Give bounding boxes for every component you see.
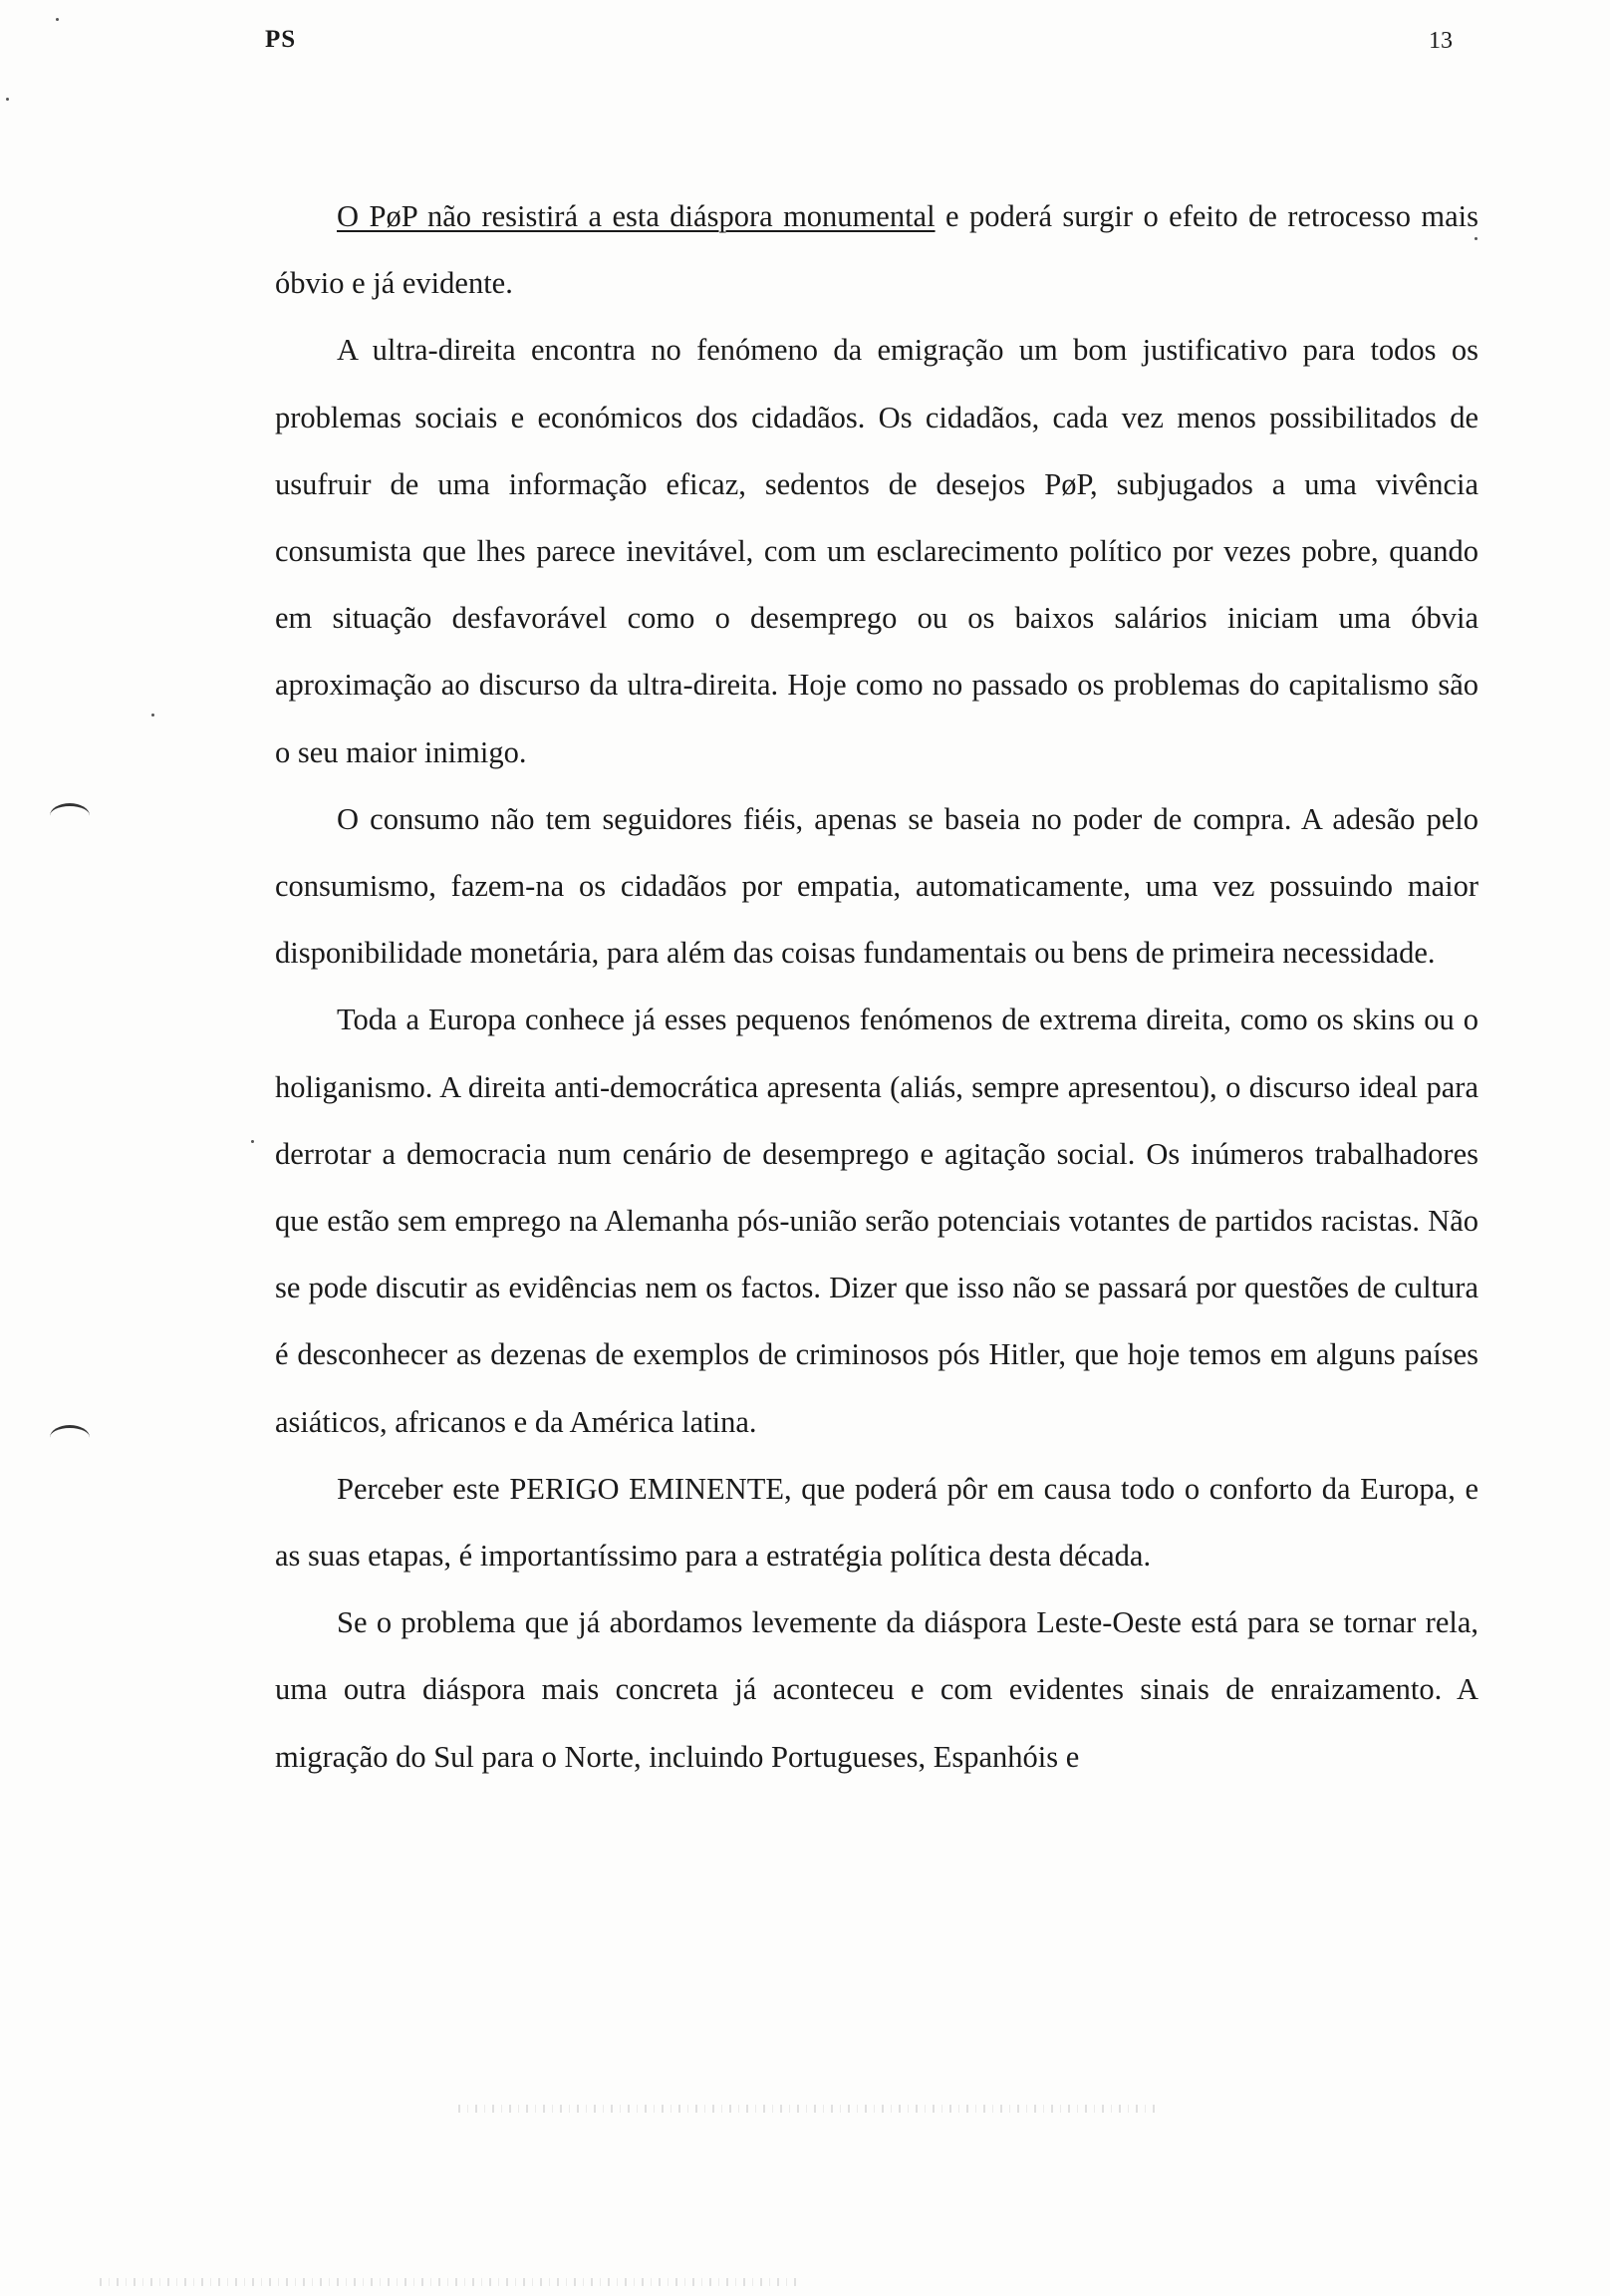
scan-noise-band: [100, 2278, 797, 2286]
scan-noise-band: [458, 2105, 1156, 2113]
header-initials: PS: [265, 26, 297, 53]
paragraph-4: Toda a Europa conhece já esses pequenos fenómenos de extrema direita, como os skins ou o holiganismo. A direita anti-democrática apresenta (aliás, sempre apresentou), o discurso ideal para derrotar a democracia num cenário de desemprego e agitação social. Os inúmeros trabalhadores que estão sem emprego na Alemanha pós-união serão potenciais votantes de partidos racistas. Não se pode discutir as evidências nem os factos. Dizer que isso não se passará por questões de cultura é desconhecer as dezenas de exemplos de criminosos pós Hitler, que hoje temos em alguns países asiáticos, africanos e da América latina.: [275, 1003, 1478, 1439]
scan-speck: [56, 18, 59, 21]
paragraph-6: Se o problema que já abordamos levemente da diáspora Leste-Oeste está para se tornar rela, uma outra diáspora mais concreta já aconteceu e com evidentes sinais de enraizamento. A migração do Sul para o Norte, incluindo Portugueses, Espanhóis e: [275, 1605, 1478, 1774]
paragraph-2: A ultra-direita encontra no fenómeno da emigração um bom justificativo para todos os problemas sociais e económicos dos cidadãos. Os cidadãos, cada vez menos possibilitados de usufruir de uma informação eficaz, sedentos de desejos PøP, subjugados a uma vivência consumista que lhes parece inevitável, com um esclarecimento político por vezes pobre, quando em situação desfavorável como o desemprego ou os baixos salários iniciam uma óbvia aproximação ao discurso da ultra-direita. Hoje como no passado os problemas do capitalismo são o seu maior inimigo.: [275, 333, 1478, 769]
document-body: [275, 183, 1478, 1791]
paragraph-text: e poderá surgir o efeito de retrocesso mais óbvio e já evidente.: [275, 199, 1478, 301]
scan-speck: [251, 1140, 254, 1143]
binder-hole-mark-upper: [50, 803, 90, 828]
underlined-lead-text: O PøP não resistirá a esta diáspora monumental: [337, 199, 936, 233]
scan-speck: [151, 714, 154, 717]
paragraph-1: [275, 183, 1478, 317]
paragraph-3: O consumo não tem seguidores fiéis, apenas se baseia no poder de compra. A adesão pelo consumismo, fazem-na os cidadãos por empatia, automaticamente, uma vez possuindo maior disponibilidade monetária, para além das coisas fundamentais ou bens de primeira necessidade.: [275, 801, 1478, 971]
page-number: 13: [1429, 28, 1453, 54]
scan-speck: [6, 98, 9, 101]
binder-hole-mark-lower: [50, 1425, 90, 1450]
paragraph-5: Perceber este PERIGO EMINENTE, que poderá pôr em causa todo o conforto da Europa, e as suas etapas, é importantíssimo para a estratégia política desta década.: [275, 1471, 1478, 1574]
